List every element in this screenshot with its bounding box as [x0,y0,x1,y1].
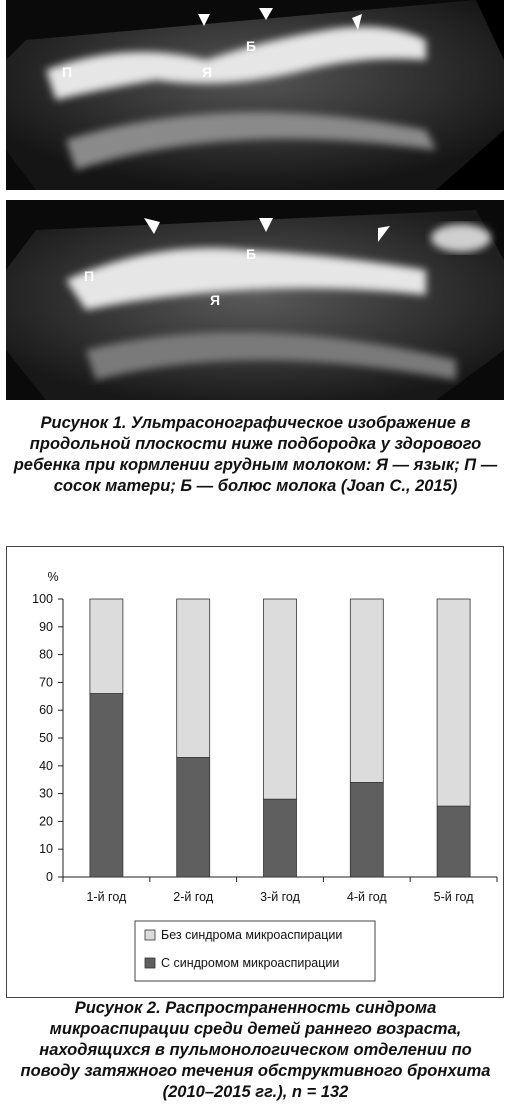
y-tick-label: 50 [39,731,53,745]
y-tick-label: 30 [39,786,53,801]
legend-swatch [145,930,155,940]
y-tick-label: 80 [39,647,53,662]
x-tick-label: 5-й год [433,890,474,904]
label-nipple-bottom: П [84,268,95,284]
figure1-caption: Рисунок 1. Ультрасонографическое изображение в продольной плоскости ниже подбородка у здорового ребенка при кормлении грудным молоком: Я — язык; П — сосок матери; Б — болюс молока (Joan C., 2015) [13,414,498,495]
y-tick-label: 20 [39,814,53,829]
ultrasound-top-graphic [6,0,504,190]
y-tick-label: 90 [39,619,53,634]
image-separator [6,190,504,200]
x-tick-label: 1-й год [86,890,127,904]
label-tongue-top: Я [202,64,213,80]
chart-frame [6,546,504,998]
figure2-caption: Рисунок 2. Распространенность синдрома микроаспирации среди детей раннего возраста, находящихся в пульмонологическом отделении по поводу затяжного течения обструктивного бронхита (2010–2015 гг.), n = 132 [20,999,491,1101]
bar-without-syndrome [264,599,297,799]
legend-entry: С синдромом микроаспирации [161,956,340,970]
y-tick-label: 10 [39,842,53,857]
ultrasound-image-bottom [6,200,504,400]
x-tick-label: 2-й год [173,890,214,904]
y-axis-unit-label: % [47,570,59,584]
legend-swatch [145,958,155,968]
y-tick-label: 0 [46,870,53,884]
ultrasound-bottom-graphic [6,200,504,400]
label-bolus-top: Б [246,38,257,54]
bar-with-syndrome [90,694,123,877]
bar-with-syndrome [437,806,470,877]
y-tick-label: 100 [32,592,53,606]
bar-without-syndrome [437,599,470,806]
bar-without-syndrome [90,599,123,694]
x-tick-label: 4-й год [346,890,387,904]
bar-without-syndrome [177,599,210,757]
label-tongue-bottom: Я [210,292,221,308]
x-tick-label: 3-й год [260,890,300,904]
bar-without-syndrome [350,599,383,782]
ultrasound-image-top [6,0,504,190]
bar-with-syndrome [264,799,297,877]
y-tick-label: 70 [39,675,53,690]
y-tick-label: 40 [39,758,53,773]
label-nipple-top: П [62,64,73,80]
bar-with-syndrome [177,757,210,877]
legend-entry: Без синдрома микроаспирации [161,928,343,942]
y-tick-label: 60 [39,703,53,718]
bar-with-syndrome [350,782,383,877]
label-bolus-bottom: Б [246,246,257,262]
stacked-bar-chart [7,547,503,997]
